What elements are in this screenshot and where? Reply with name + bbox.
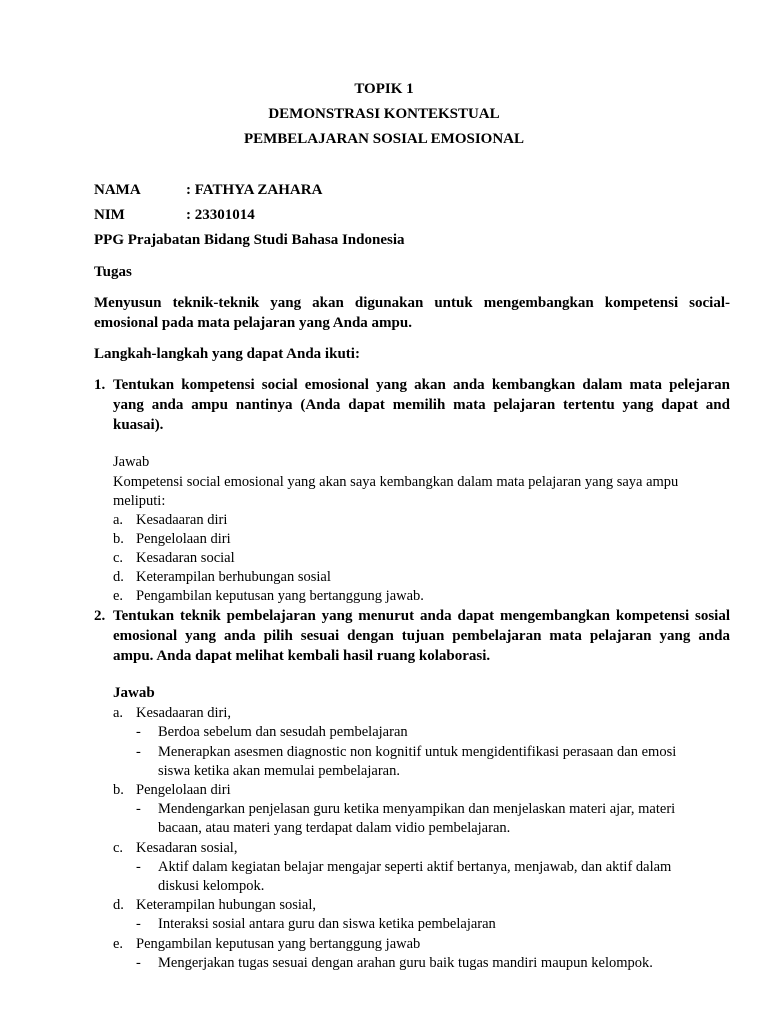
nim-label: NIM [94, 207, 125, 223]
task-heading: Tugas [94, 264, 132, 280]
answer-2-sub-dash: - [136, 801, 141, 817]
answer-1-item-marker: a. [113, 512, 124, 528]
answer-2-sub-dash: - [136, 724, 141, 740]
answer-2-sub-text: Berdoa sebelum dan sesudah pembelajaran [158, 724, 408, 740]
steps-heading: Langkah-langkah yang dapat Anda ikuti: [94, 346, 360, 362]
answer-1-intro-line1: Kompetensi social emosional yang akan saya kembangkan dalam mata pelajaran yang saya ampu [113, 474, 679, 490]
question-2-line1: Tentukan teknik pembelajaran yang menurut anda dapat mengembangkan kompetensi sosial [113, 608, 730, 624]
answer-2-item-text: Kesadaran sosial, [136, 840, 238, 856]
answer-2-sub-text: bacaan, atau materi yang terdapat dalam vidio pembelajaran. [158, 820, 511, 836]
question-1-line1: Tentukan kompetensi social emosional yang akan anda kembangkan dalam mata pelejaran [113, 377, 730, 393]
answer-1-intro-line2: meliputi: [113, 493, 166, 509]
program-name: PPG Prajabatan Bidang Studi Bahasa Indonesia [94, 232, 405, 248]
answer-2-label: Jawab [113, 685, 155, 701]
answer-2-sub-dash: - [136, 859, 141, 875]
answer-2-sub-text: siswa ketika akan memulai pembelajaran. [158, 763, 400, 779]
answer-2-item-marker: c. [113, 840, 124, 856]
document-title: DEMONSTRASI KONTEKSTUAL [268, 106, 500, 122]
answer-2-sub-dash: - [136, 744, 141, 760]
answer-1-item-text: Pengambilan keputusan yang bertanggung jawab. [136, 588, 424, 604]
question-1-line3: kuasai). [113, 417, 164, 433]
answer-2-sub-text: Mendengarkan penjelasan guru ketika menyampikan dan menjelaskan materi ajar, materi [158, 801, 676, 817]
answer-2-item-text: Pengelolaan diri [136, 782, 231, 798]
question-1-line2: yang anda ampu nantinya (Anda dapat memilih mata pelajaran tertentu yang dapat and [113, 397, 730, 413]
answer-2-item-text: Pengambilan keputusan yang bertanggung jawab [136, 936, 421, 952]
answer-2-sub-dash: - [136, 916, 141, 932]
answer-2-sub-text: diskusi kelompok. [158, 878, 265, 894]
question-2-number: 2. [94, 608, 106, 624]
answer-2-sub-text: Menerapkan asesmen diagnostic non kognitif untuk mengidentifikasi perasaan dan emosi [158, 744, 677, 760]
answer-1-item-text: Keterampilan berhubungan sosial [136, 569, 331, 585]
question-2-line3: ampu. Anda dapat melihat kembali hasil ruang kolaborasi. [113, 648, 491, 664]
answer-1-item-text: Pengelolaan diri [136, 531, 231, 547]
task-description-line1: Menyusun teknik-teknik yang akan digunakan untuk mengembangkan kompetensi social- [94, 295, 730, 311]
answer-1-item-marker: c. [113, 550, 124, 566]
document-subtitle: PEMBELAJARAN SOSIAL EMOSIONAL [243, 131, 525, 147]
answer-2-item-marker: b. [113, 782, 124, 798]
nim-value: : 23301014 [186, 207, 255, 223]
answer-1-item-marker: d. [113, 569, 124, 585]
answer-1-item-marker: b. [113, 531, 124, 547]
answer-2-sub-text: Interaksi sosial antara guru dan siswa ketika pembelajaran [158, 916, 496, 932]
answer-2-sub-dash: - [136, 955, 141, 971]
answer-2-item-text: Keterampilan hubungan sosial, [136, 897, 316, 913]
answer-2-sub-text: Aktif dalam kegiatan belajar mengajar seperti aktif bertanya, menjawab, dan aktif dalam [158, 859, 672, 875]
nama-label: NAMA [94, 182, 141, 198]
question-2-line2: emosional yang anda pilih sesuai dengan tujuan pembelajaran mata pelajaran yang anda [113, 628, 730, 644]
answer-1-label: Jawab [113, 454, 150, 470]
task-description-line2: emosional pada mata pelajaran yang Anda ampu. [94, 315, 412, 331]
answer-1-item-text: Kesadaaran diri [136, 512, 228, 528]
answer-1-item-text: Kesadaran social [136, 550, 235, 566]
topic-title: TOPIK 1 [354, 81, 414, 97]
nama-value: : FATHYA ZAHARA [186, 182, 323, 198]
answer-2-sub-text: Mengerjakan tugas sesuai dengan arahan guru baik tugas mandiri maupun kelompok. [158, 955, 653, 971]
answer-2-item-marker: a. [113, 705, 124, 721]
answer-2-item-text: Kesadaaran diri, [136, 705, 232, 721]
answer-2-item-marker: d. [113, 897, 124, 913]
answer-2-item-marker: e. [113, 936, 124, 952]
answer-1-item-marker: e. [113, 588, 124, 604]
question-1-number: 1. [94, 377, 106, 393]
